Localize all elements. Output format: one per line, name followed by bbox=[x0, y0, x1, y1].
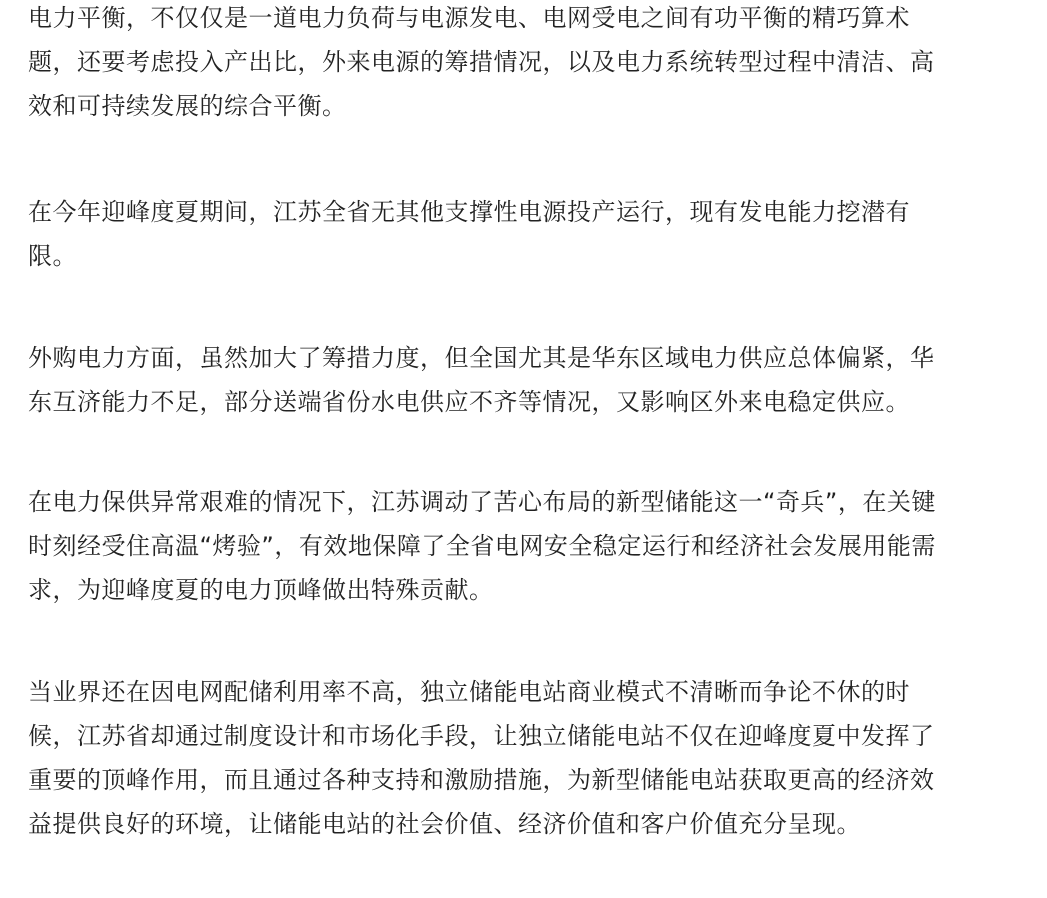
paragraph-line: 限。 bbox=[28, 242, 77, 270]
paragraph-line: 在今年迎峰度夏期间，江苏全省无其他支撑性电源投产运行，现有发电能力挖潜有 bbox=[28, 198, 910, 226]
paragraph-external-power bbox=[28, 336, 1018, 424]
paragraph-line: 重要的顶峰作用，而且通过各种支持和激励措施，为新型储能电站获取更高的经济效 bbox=[28, 766, 935, 794]
paragraph-summer-peak bbox=[28, 190, 1018, 278]
paragraph-line: 效和可持续发展的综合平衡。 bbox=[28, 92, 347, 120]
paragraph-line: 东互济能力不足，部分送端省份水电供应不齐等情况，又影响区外来电稳定供应。 bbox=[28, 388, 910, 416]
paragraph-energy-storage bbox=[28, 480, 1018, 612]
paragraph-line: 时刻经受住高温“烤验”，有效地保障了全省电网安全稳定运行和经济社会发展用能需 bbox=[28, 532, 936, 560]
paragraph-line: 求，为迎峰度夏的电力顶峰做出特殊贡献。 bbox=[28, 576, 494, 604]
paragraph-independent-storage bbox=[28, 670, 1018, 846]
paragraph-power-balance bbox=[28, 0, 1018, 128]
paragraph-line: 电力平衡，不仅仅是一道电力负荷与电源发电、电网受电之间有功平衡的精巧算术 bbox=[28, 4, 910, 32]
paragraph-line: 在电力保供异常艰难的情况下，江苏调动了苦心布局的新型储能这一“奇兵”，在关键 bbox=[28, 488, 936, 516]
paragraph-line: 当业界还在因电网配储利用率不高，独立储能电站商业模式不清晰而争论不休的时 bbox=[28, 678, 910, 706]
paragraph-line: 候，江苏省却通过制度设计和市场化手段，让独立储能电站不仅在迎峰度夏中发挥了 bbox=[28, 722, 935, 750]
paragraph-line: 益提供良好的环境，让储能电站的社会价值、经济价值和客户价值充分呈现。 bbox=[28, 810, 861, 838]
paragraph-line: 外购电力方面，虽然加大了筹措力度，但全国尤其是华东区域电力供应总体偏紧，华 bbox=[28, 344, 935, 372]
paragraph-line: 题，还要考虑投入产出比，外来电源的筹措情况，以及电力系统转型过程中清洁、高 bbox=[28, 48, 935, 76]
